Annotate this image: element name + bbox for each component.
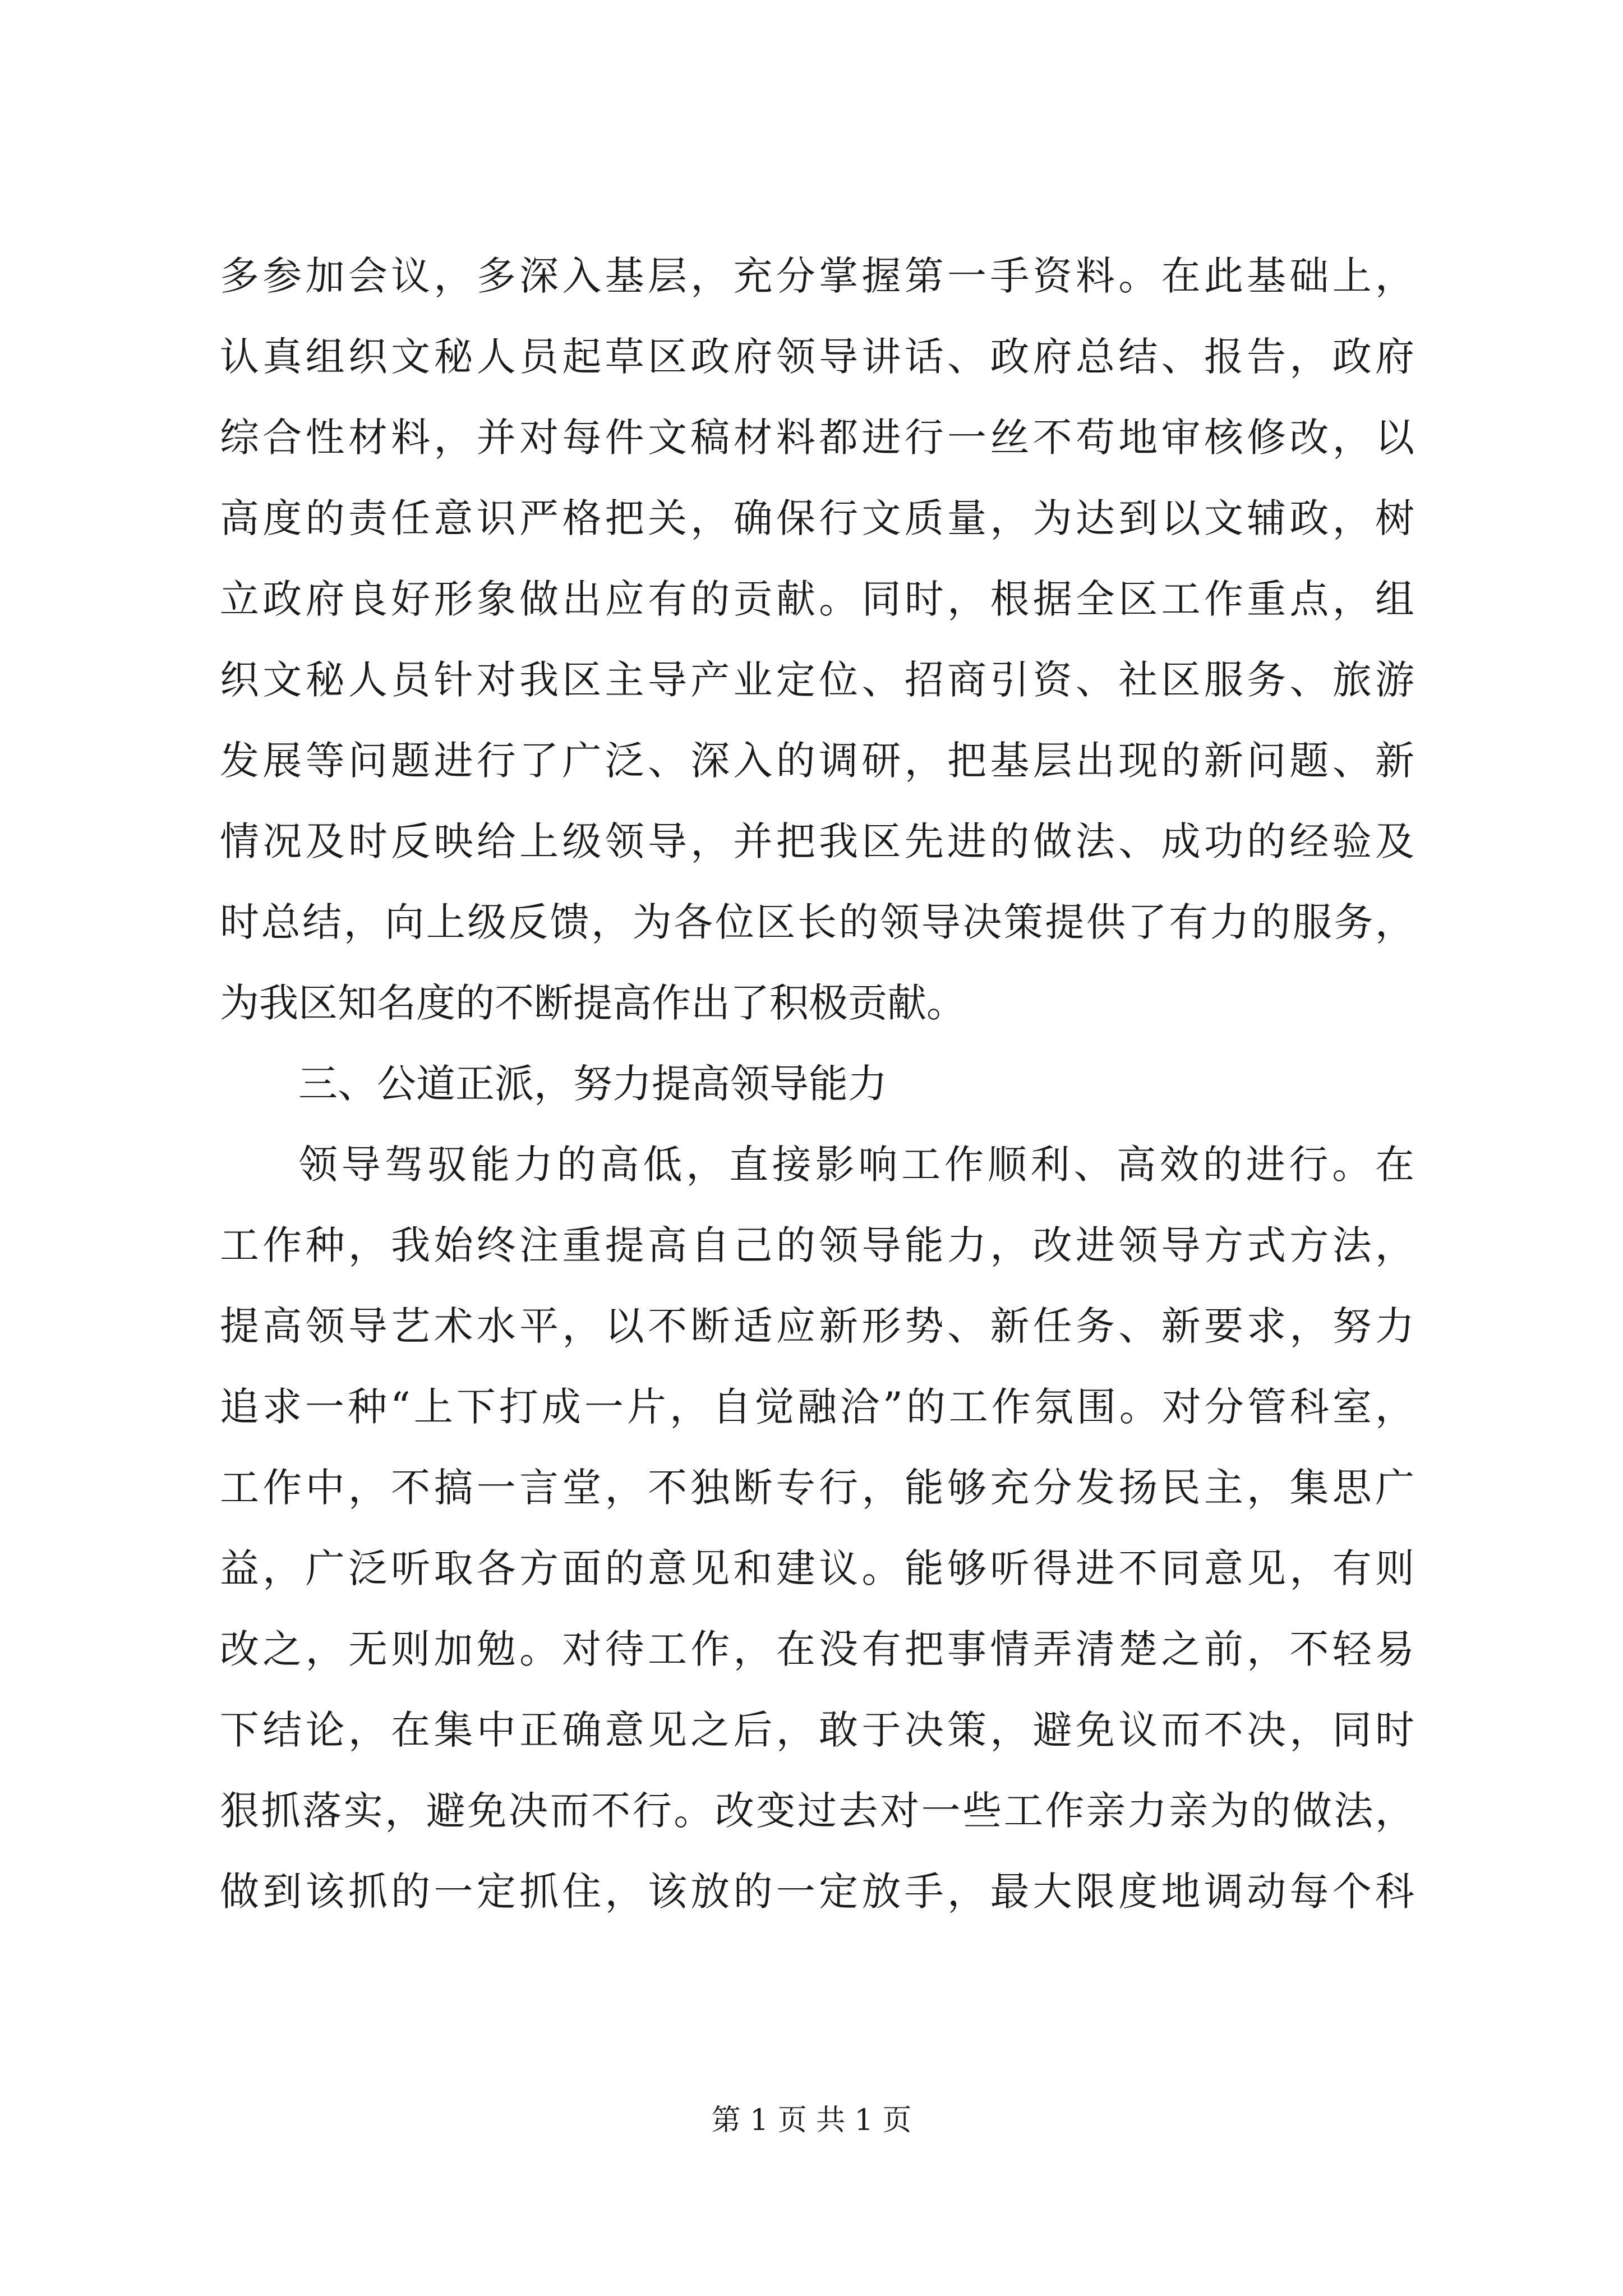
document-body: [220, 236, 1414, 1932]
body-line: 多参加会议，多深入基层，充分掌握第一手资料。在此基础上，: [220, 253, 1414, 299]
paragraph-last-line: 为我区知名度的不断提高作出了积极贡献。: [220, 980, 966, 1026]
body-line: 发展等问题进行了广泛、深入的调研，把基层出现的新问题、新: [220, 738, 1414, 784]
body-line: 工作种，我始终注重提高自己的领导能力，改进领导方式方法，: [220, 1222, 1414, 1268]
body-line: 改之，无则加勉。对待工作，在没有把事情弄清楚之前，不轻易: [220, 1626, 1414, 1672]
body-line: 提高领导艺术水平，以不断适应新形势、新任务、新要求，努力: [220, 1303, 1414, 1349]
body-line: 织文秘人员针对我区主导产业定位、招商引资、社区服务、旅游: [220, 657, 1414, 703]
section-heading: 三、公道正派，努力提高领导能力: [298, 1061, 887, 1107]
body-line: 综合性材料，并对每件文稿材料都进行一丝不苟地审核修改，以: [220, 415, 1414, 461]
body-line: 情况及时反映给上级领导，并把我区先进的做法、成功的经验及: [220, 818, 1414, 864]
body-line: 益，广泛听取各方面的意见和建议。能够听得进不同意见，有则: [220, 1545, 1414, 1591]
body-line: 认真组织文秘人员起草区政府领导讲话、政府总结、报告，政府: [220, 334, 1414, 380]
body-line: 下结论，在集中正确意见之后，敢于决策，避免议而不决，同时: [220, 1707, 1414, 1753]
page-footer: 第 1 页 共 1 页: [711, 2104, 912, 2137]
body-line: 时总结，向上级反馈，为各位区长的领导决策提供了有力的服务，: [220, 899, 1414, 945]
body-line: 做到该抓的一定抓住，该放的一定放手，最大限度地调动每个科: [220, 1869, 1414, 1915]
paragraph-first-line: 领导驾驭能力的高低，直接影响工作顺利、高效的进行。在: [298, 1142, 1414, 1188]
body-line: 追求一种“上下打成一片，自觉融洽”的工作氛围。对分管科室，: [220, 1384, 1414, 1430]
body-line: 狠抓落实，避免决而不行。改变过去对一些工作亲力亲为的做法，: [220, 1788, 1414, 1834]
body-line: 立政府良好形象做出应有的贡献。同时，根据全区工作重点，组: [220, 576, 1414, 622]
body-line: 高度的责任意识严格把关，确保行文质量，为达到以文辅政，树: [220, 495, 1414, 541]
body-line: 工作中，不搞一言堂，不独断专行，能够充分发扬民主，集思广: [220, 1465, 1414, 1511]
